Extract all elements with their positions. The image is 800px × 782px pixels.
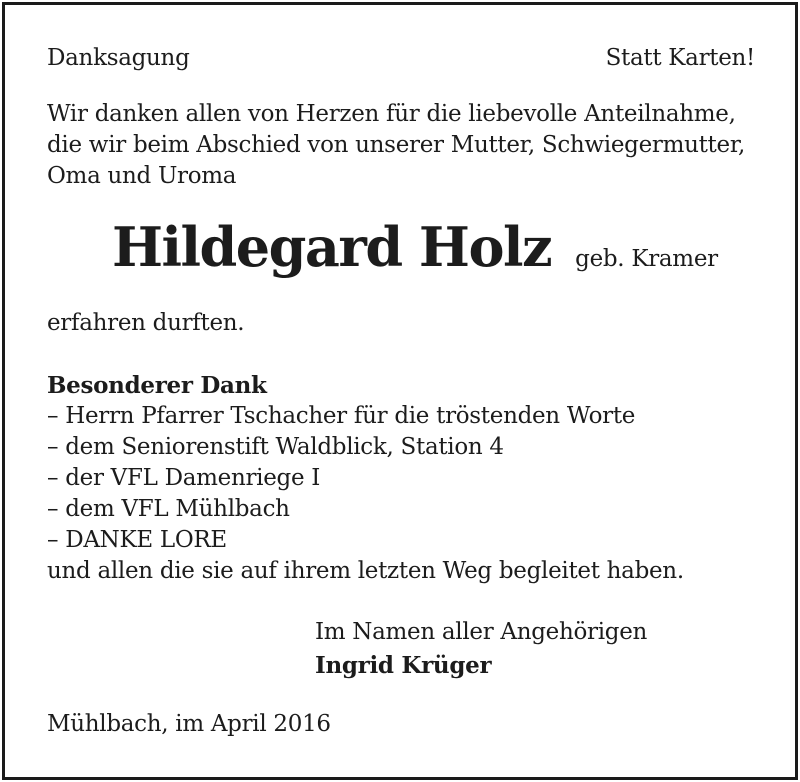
signoff [315, 616, 647, 682]
intro-line: Wir danken allen von Herzen für die liebevolle Anteilnahme, [47, 101, 736, 127]
notice-frame [2, 2, 798, 780]
intro-text [47, 99, 777, 192]
thanks-heading: Besonderer Dank [47, 372, 267, 399]
thanks-item: – dem Seniorenstift Waldblick, Station 4 [47, 434, 504, 460]
maiden-name: geb. Kramer [575, 246, 718, 272]
thanks-item: – dem VFL Mühlbach [47, 496, 290, 522]
intro-line: Oma und Uroma [47, 163, 237, 189]
thanks-item: – der VFL Damenriege I [47, 465, 321, 491]
deceased-name: Hildegard Holz [112, 215, 552, 279]
thanks-item: – Herrn Pfarrer Tschacher für die tröstenden Worte [47, 403, 636, 429]
notice-remark: Statt Karten! [605, 45, 755, 71]
signoff-line: Im Namen aller Angehörigen [315, 619, 648, 645]
thanks-item: – DANKE LORE [47, 527, 227, 553]
thanks-closing: und allen die sie auf ihrem letzten Weg begleitet haben. [47, 558, 684, 584]
notice-type: Danksagung [47, 45, 190, 71]
signer-name: Ingrid Krüger [315, 652, 492, 679]
place-date: Mühlbach, im April 2016 [47, 711, 331, 737]
intro-line: die wir beim Abschied von unserer Mutter, Schwiegermutter, [47, 132, 745, 158]
deceased-row [112, 211, 718, 283]
header-row [47, 43, 755, 74]
after-name-text: erfahren durften. [47, 310, 245, 336]
thanks-section [47, 370, 684, 587]
